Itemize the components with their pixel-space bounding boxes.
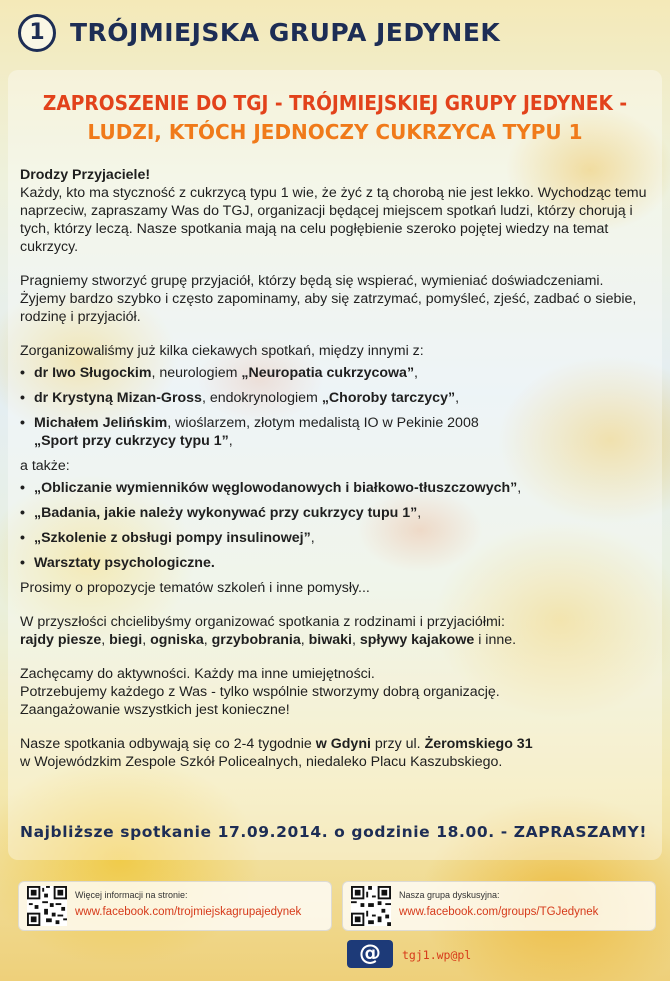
speaker-role: , neurologiem	[151, 365, 242, 381]
activity-item: rajdy piesze	[20, 632, 102, 648]
qr-code-icon	[351, 886, 391, 926]
activity-line: Zaangażowanie wszystkich jest konieczne!	[20, 702, 290, 718]
speaker-name: dr Krystyną Mizan-Gross	[34, 390, 202, 406]
main-text	[20, 166, 650, 771]
website-box	[18, 881, 332, 931]
list-item	[20, 504, 650, 522]
list-item	[20, 364, 650, 382]
activities-tail: i inne.	[474, 632, 517, 648]
number-one-logo: 1	[18, 14, 56, 52]
list-item	[20, 389, 650, 407]
speaker-role: , wioślarzem, złotym medalistą IO w Pekinie 2008	[167, 415, 479, 431]
topic-text: „Obliczanie wymienników węglowodanowych i białkowo-tłuszczowych”	[34, 480, 518, 496]
activity-line: Zachęcamy do aktywności. Każdy ma inne umiejętności.	[20, 666, 375, 682]
list-item	[20, 414, 650, 450]
activity-item: biwaki	[308, 632, 352, 648]
next-meeting-announcement: Najbliższe spotkanie 17.09.2014. o godzinie 18.00. - ZAPRASZAMY!	[20, 823, 648, 841]
intro-paragraph: Każdy, kto ma styczność z cukrzycą typu 1 wie, że żyć z tą chorobą nie jest lekko. Wychodząc temu naprzeciw, zapraszamy Was do TGJ, organizacji będącej miejscem spotkań ludzi, którzy chorują i tych, którzy leczą. Nasze spotkania mają na celu pogłębienie szeroko pojętej wiedzy na temat cukrzycy.	[20, 185, 647, 255]
punctuation: ,	[228, 433, 233, 449]
also-label: a także:	[20, 458, 70, 474]
email-at-icon: @	[347, 940, 393, 968]
speaker-list	[20, 364, 650, 450]
speaker-topic: „Choroby tarczycy”	[321, 390, 456, 406]
meetings-lead: Zorganizowaliśmy już kilka ciekawych spotkań, między innymi z:	[20, 343, 424, 359]
punctuation: ,	[417, 505, 422, 521]
email-address[interactable]: tgj1.wp@pl	[402, 948, 472, 962]
brand-title: TRÓJMIEJSKA GRUPA JEDYNEK	[70, 18, 501, 47]
location-pre: Nasze spotkania odbywają się co 2-4 tygodnie	[20, 736, 316, 752]
group-box	[342, 881, 656, 931]
topic-text: „Badania, jakie należy wykonywać przy cukrzycy tupu 1”	[34, 505, 418, 521]
facebook-group-link[interactable]: www.facebook.com/groups/TGJedynek	[399, 906, 599, 918]
list-item	[20, 554, 650, 572]
location-line	[20, 735, 650, 753]
separator: ,	[300, 632, 309, 648]
speaker-name: Michałem Jelińskim	[34, 415, 168, 431]
activity-item: grzybobrania	[211, 632, 301, 648]
speaker-name: dr Iwo Sługockim	[34, 365, 152, 381]
location-street: Żeromskiego 31	[424, 736, 533, 752]
separator: ,	[352, 632, 360, 648]
list-item	[20, 529, 650, 547]
future-activities	[20, 631, 650, 649]
activity-item: spływy kajakowe	[359, 632, 475, 648]
location-city: w Gdyni	[315, 736, 371, 752]
invitation-title: ZAPROSZENIE DO TGJ - TRÓJMIEJSKIEJ GRUPY JEDYNEK -	[42, 91, 628, 115]
facebook-page-link[interactable]: www.facebook.com/trojmiejskagrupajedynek	[75, 906, 302, 918]
activity-item: ogniska	[150, 632, 204, 648]
separator: ,	[101, 632, 110, 648]
location-mid: przy ul.	[370, 736, 425, 752]
website-caption: Więcej informacji na stronie:	[75, 890, 188, 900]
punctuation: ,	[414, 365, 418, 381]
goals-paragraph: Pragniemy stworzyć grupę przyjaciół, którzy będą się wspierać, wymieniać doświadczeniami. Żyjemy bardzo szybko i często zapominamy, aby się zatrzymać, pomyśleć, zjeść, zadbać o siebie, rodzinę i przyjaciół.	[20, 273, 637, 325]
location-detail: w Wojewódzkim Zespole Szkół Policealnych, niedaleko Placu Kaszubskiego.	[20, 754, 503, 770]
group-caption: Nasza grupa dyskusyjna:	[399, 890, 500, 900]
punctuation: ,	[455, 390, 460, 406]
speaker-role: , endokrynologiem	[201, 390, 322, 406]
activity-item: biegi	[109, 632, 143, 648]
topic-text: „Szkolenie z obsługi pompy insulinowej”	[34, 530, 311, 546]
suggestions-request: Prosimy o propozycje tematów szkoleń i inne pomysły...	[20, 580, 370, 596]
punctuation: ,	[517, 480, 522, 496]
speaker-topic: „Neuropatia cukrzycowa”	[241, 365, 415, 381]
invitation-subtitle: LUDZI, KTÓCH JEDNOCZY CUKRZYCA TYPU 1	[87, 120, 583, 144]
topic-list	[20, 479, 650, 572]
speaker-topic: „Sport przy cukrzycy typu 1”	[34, 433, 229, 449]
greeting: Drodzy Przyjaciele!	[20, 167, 151, 183]
topic-text: Warsztaty psychologiczne.	[34, 555, 215, 571]
activity-line: Potrzebujemy każdego z Was - tylko wspólnie stworzymy dobrą organizację.	[20, 684, 500, 700]
future-lead: W przyszłości chcielibyśmy organizować spotkania z rodzinami i przyjaciółmi:	[20, 614, 505, 630]
qr-code-icon	[27, 886, 67, 926]
separator: ,	[203, 632, 212, 648]
separator: ,	[142, 632, 151, 648]
punctuation: ,	[310, 530, 315, 546]
list-item	[20, 479, 650, 497]
